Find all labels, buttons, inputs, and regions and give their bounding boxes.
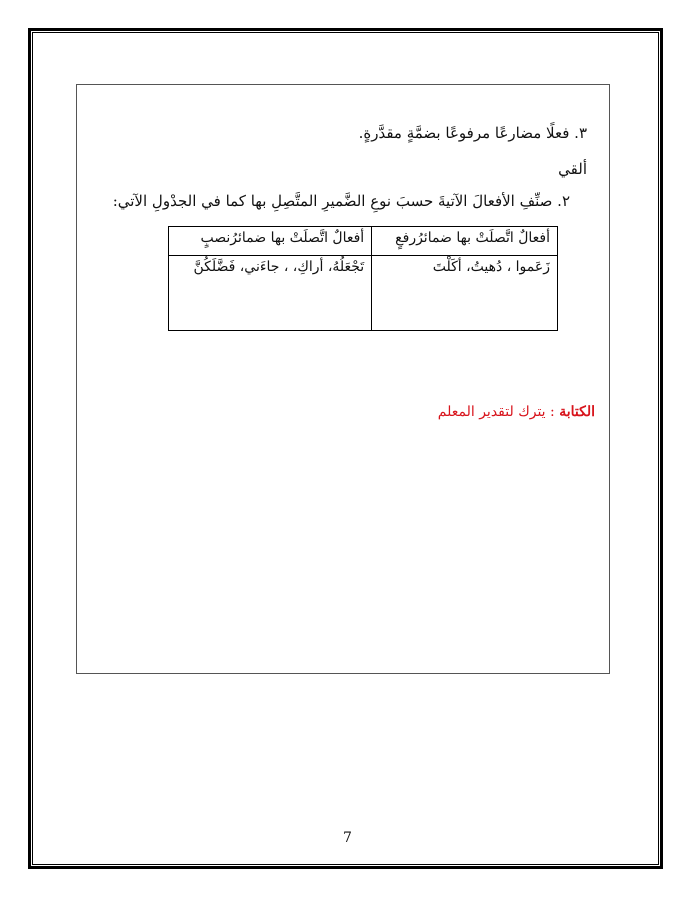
verbs-classification-table xyxy=(168,226,558,331)
writing-section xyxy=(438,404,595,420)
page-number: 7 xyxy=(343,830,352,846)
exercise-answer: ألقي xyxy=(558,160,587,178)
cell-object-pronoun-verbs: تَجْعَلُهُ، أراكِ، ، جاءَني، فَضَّلَكُنَّ xyxy=(169,256,372,331)
writing-label: الكتابة xyxy=(559,404,595,420)
writing-text: يترك لتقدير المعلم xyxy=(437,404,546,420)
exercise-item-3: ٣. فعلًا مضارعًا مرفوعًا بضمَّةٍ مقدَّرةٍ. xyxy=(358,124,587,142)
table-row xyxy=(169,256,558,331)
content-frame xyxy=(76,84,610,674)
cell-subject-pronoun-verbs: زَعَموا ، دُهيتُ، أكَلْتَ xyxy=(372,256,558,331)
header-subject-pronouns: أفعالٌ اتَّصلَتْ بها ضمائرُرفعٍ xyxy=(372,227,558,256)
writing-separator: : xyxy=(545,404,560,420)
header-object-pronouns: أفعالٌ اتَّصلَتْ بها ضمائرُنصبٍ xyxy=(169,227,372,256)
table-header-row xyxy=(169,227,558,256)
exercise-item-2: ٢. صنِّفِ الأفعالَ الآتيةَ حسبَ نوعِ الضَّميرِ المتَّصِلِ بها كما في الجدْولِ الآتي: xyxy=(112,192,570,210)
